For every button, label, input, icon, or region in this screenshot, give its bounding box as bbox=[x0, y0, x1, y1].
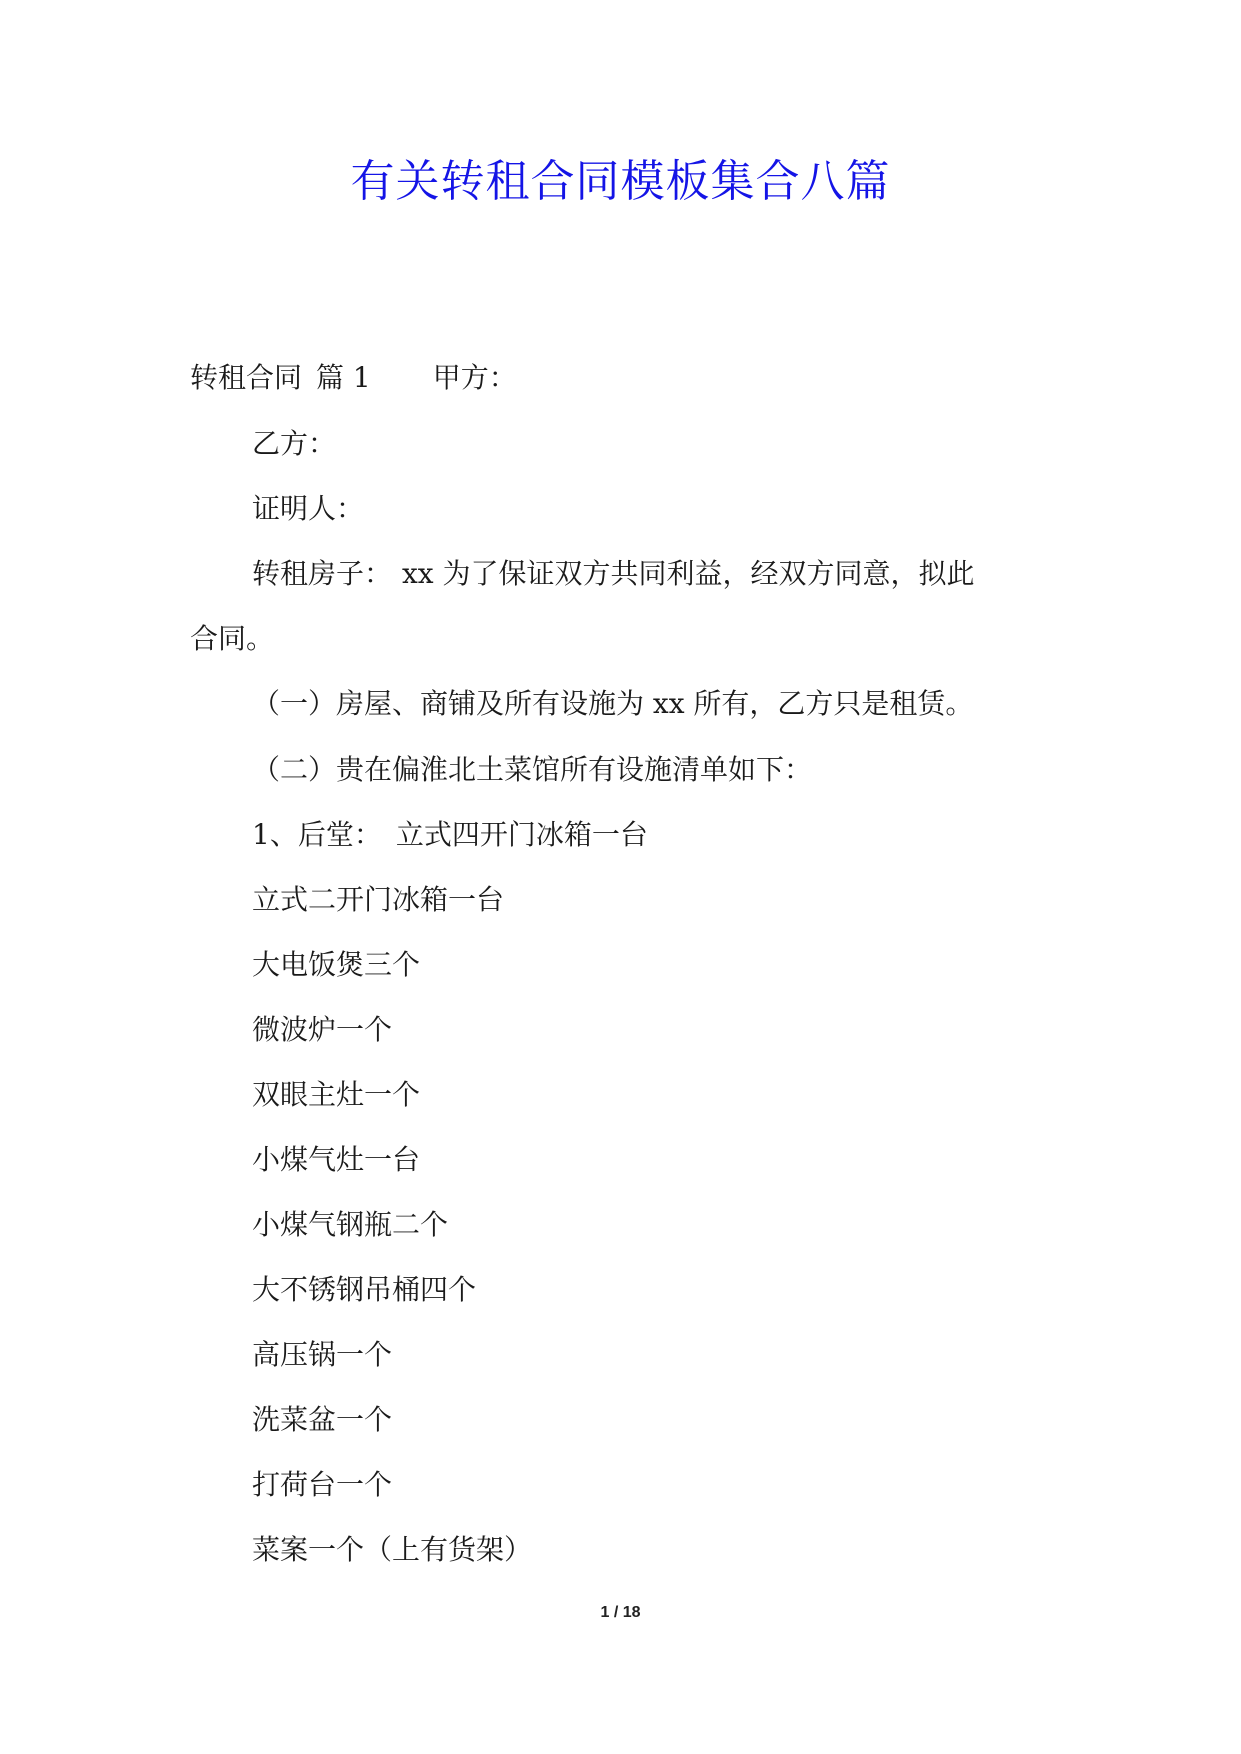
heading-part: 篇 1 bbox=[316, 361, 371, 394]
clause-2: （二）贵在偏淮北土菜馆所有设施清单如下： bbox=[252, 753, 813, 786]
list-item: 大不锈钢吊桶四个 bbox=[252, 1273, 477, 1306]
item-1-line bbox=[0, 815, 1241, 855]
sublet-text-continued: 合同。 bbox=[190, 622, 275, 655]
sublet-text: xx 为了保证双方共同利益，经双方同意，拟此 bbox=[402, 557, 975, 590]
party-b-line: 乙方： bbox=[252, 427, 337, 460]
list-item: 大电饭煲三个 bbox=[252, 948, 421, 981]
item-1-first: 立式四开门冰箱一台 bbox=[395, 818, 648, 851]
heading-label: 转租合同 bbox=[190, 361, 303, 394]
heading-line bbox=[0, 358, 1241, 398]
list-item: 洗菜盆一个 bbox=[252, 1403, 393, 1436]
list-item: 打荷台一个 bbox=[252, 1468, 393, 1501]
list-item: 高压锅一个 bbox=[252, 1338, 393, 1371]
list-item: 菜案一个（上有货架） bbox=[252, 1533, 533, 1566]
witness-line: 证明人： bbox=[252, 492, 365, 525]
party-a-label: 甲方： bbox=[432, 361, 517, 394]
list-item: 双眼主灶一个 bbox=[252, 1078, 421, 1111]
item-1-label: 1、后堂： bbox=[252, 818, 382, 851]
page-number: 1 / 18 bbox=[600, 1604, 641, 1621]
clause-1: （一）房屋、商铺及所有设施为 xx 所有，乙方只是租赁。 bbox=[252, 687, 974, 720]
list-item: 立式二开门冰箱一台 bbox=[252, 883, 505, 916]
sublet-label: 转租房子： bbox=[252, 557, 393, 590]
list-item: 小煤气钢瓶二个 bbox=[252, 1208, 449, 1241]
sublet-line bbox=[0, 554, 1241, 594]
document-title: 有关转租合同模板集合八篇 bbox=[350, 156, 891, 207]
list-item: 微波炉一个 bbox=[252, 1013, 393, 1046]
list-item: 小煤气灶一台 bbox=[252, 1143, 421, 1176]
